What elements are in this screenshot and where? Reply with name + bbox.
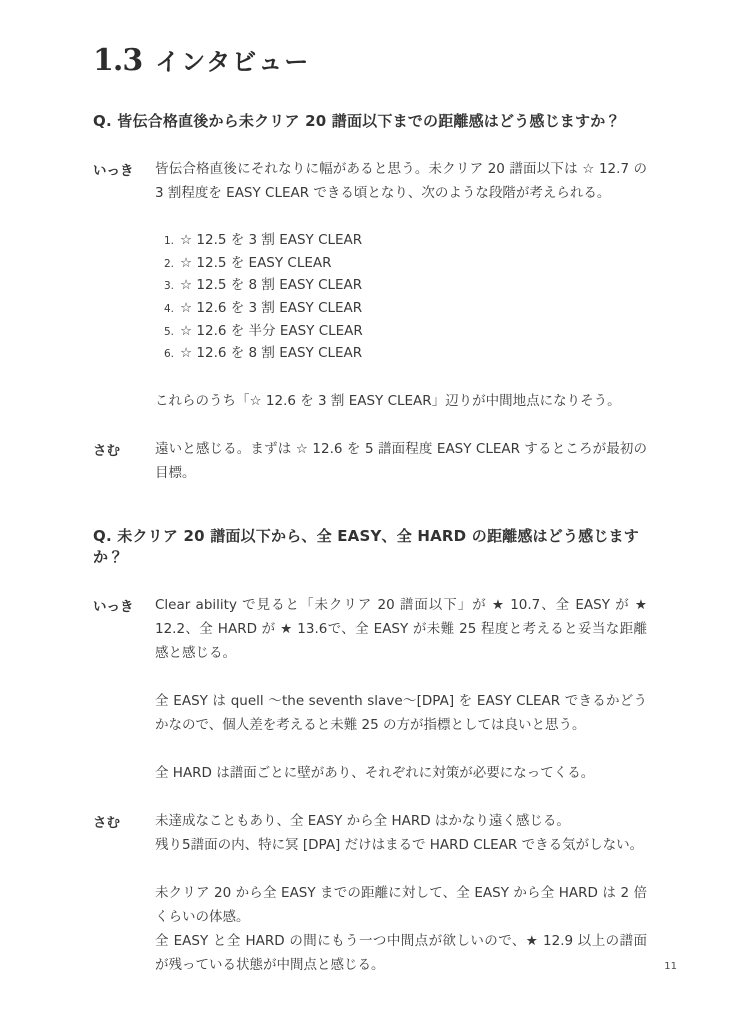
answer-paragraph: Clear ability で見ると「未クリア 20 譜面以下」が ★ 10.7、全 EASY が ★ 12.2、全 HARD が ★ 13.6で、全 EASY が未難 25 程度と考えると妥当な距離感と感じる。 bbox=[155, 597, 647, 662]
answer-ikki-1 bbox=[93, 157, 647, 413]
list-item-number: 1. bbox=[163, 235, 174, 248]
answer-ikki-2 bbox=[93, 593, 647, 785]
answer-body bbox=[155, 809, 647, 977]
answer-body bbox=[155, 157, 647, 413]
list-item-number: 6. bbox=[163, 348, 174, 361]
answer-paragraph: これらのうち「☆ 12.6 を 3 割 EASY CLEAR」辺りが中間地点になりそう。 bbox=[155, 393, 621, 410]
list-item-number: 2. bbox=[163, 257, 174, 270]
section-number: 1.3 bbox=[93, 43, 143, 78]
section-title: インタビュー bbox=[155, 48, 311, 76]
question-1: Q. 皆伝合格直後から未クリア 20 譜面以下までの距離感はどう感じますか？ bbox=[93, 112, 621, 130]
list-item bbox=[161, 320, 647, 343]
question-2: Q. 未クリア 20 譜面以下から、全 EASY、全 HARD の距離感はどう感じますか？ bbox=[93, 527, 639, 567]
list-item-number: 3. bbox=[163, 280, 174, 293]
list-item bbox=[161, 274, 647, 297]
speaker-label: いっき bbox=[93, 599, 134, 616]
list-item bbox=[161, 297, 647, 320]
list-item-text: ☆ 12.6 を 8 割 EASY CLEAR bbox=[180, 345, 363, 362]
list-item-text: ☆ 12.5 を 8 割 EASY CLEAR bbox=[180, 277, 363, 294]
list-item-number: 4. bbox=[163, 303, 174, 316]
list-item-text: ☆ 12.6 を 半分 EASY CLEAR bbox=[180, 322, 363, 339]
answer-paragraph: 未クリア 20 から全 EASY までの距離に対して、全 EASY から全 HARD は 2 倍くらいの体感。 bbox=[155, 885, 647, 926]
list-item bbox=[161, 229, 647, 252]
answer-paragraph: 残り5譜面の内、特に冥 [DPA] だけはまるで HARD CLEAR できる気がしない。 bbox=[155, 837, 644, 854]
answer-paragraph: 遠いと感じる。まずは ☆ 12.6 を 5 譜面程度 EASY CLEAR するところが最初の目標。 bbox=[155, 441, 647, 482]
list-item-text: ☆ 12.5 を 3 割 EASY CLEAR bbox=[180, 232, 363, 249]
answer-paragraph: 未達成なこともあり、全 EASY から全 HARD はかなり遠く感じる。 bbox=[155, 813, 570, 830]
answer-paragraph: 全 EASY は quell ～the seventh slave～[DPA] を EASY CLEAR できるかどうかなので、個人差を考えると未難 25 の方が指標としては良いと思う。 bbox=[155, 693, 647, 734]
steps-list bbox=[161, 229, 647, 365]
answer-paragraph: 全 EASY と全 HARD の間にもう一つ中間点が欲しいので、★ 12.9 以上の譜面が残っている状態が中間点と感じる。 bbox=[155, 933, 647, 974]
answer-paragraph: 全 HARD は譜面ごとに壁があり、それぞれに対策が必要になってくる。 bbox=[155, 765, 595, 782]
answer-samu-2 bbox=[93, 809, 647, 977]
section-heading bbox=[93, 42, 647, 78]
answer-body bbox=[155, 437, 647, 485]
answer-body bbox=[155, 593, 647, 785]
answer-samu-1 bbox=[93, 437, 647, 485]
speaker-label: いっき bbox=[93, 163, 134, 179]
speaker-label: さむ bbox=[93, 815, 120, 832]
page-number: 11 bbox=[664, 961, 677, 972]
qa-section-1 bbox=[93, 110, 647, 485]
speaker-label: さむ bbox=[93, 443, 120, 460]
list-item-text: ☆ 12.5 を EASY CLEAR bbox=[180, 254, 332, 271]
list-item bbox=[161, 252, 647, 275]
answer-paragraph: 皆伝合格直後にそれなりに幅があると思う。未クリア 20 譜面以下は ☆ 12.7 の 3 割程度を EASY CLEAR できる頃となり、次のような段階が考えられる。 bbox=[155, 161, 647, 202]
list-item-text: ☆ 12.6 を 3 割 EASY CLEAR bbox=[180, 300, 363, 317]
qa-section-2 bbox=[93, 525, 647, 977]
list-item bbox=[161, 342, 647, 365]
list-item-number: 5. bbox=[163, 325, 174, 338]
